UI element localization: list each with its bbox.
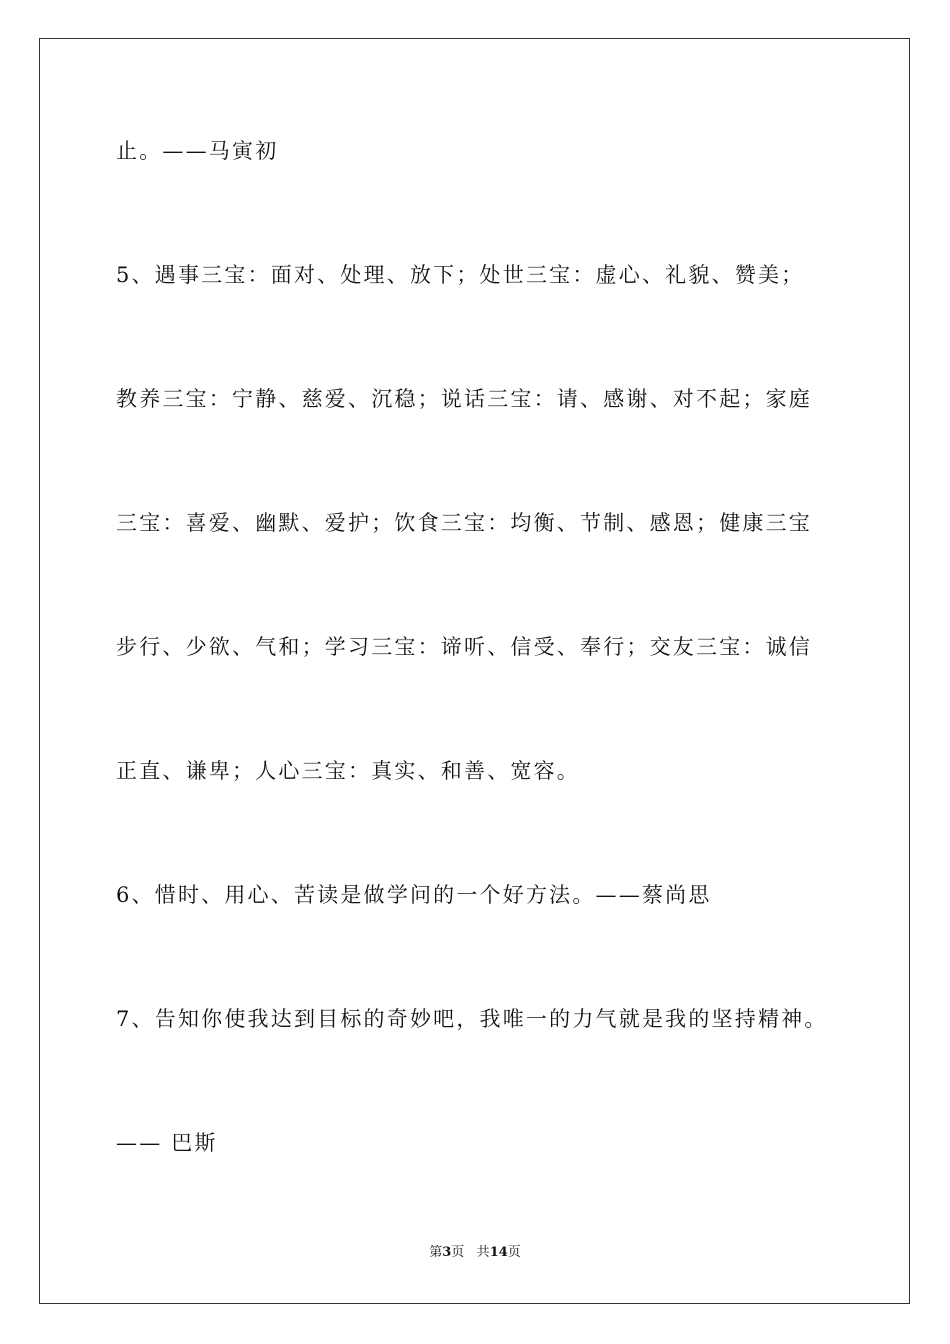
text-line-7: 6、惜时、用心、苦读是做学问的一个好方法。——蔡尚思 — [116, 883, 712, 907]
text-line-8: 7、告知你使我达到目标的奇妙吧，我唯一的力气就是我的坚持精神。 — [116, 1007, 828, 1031]
text-line-4: 三宝：喜爱、幽默、爱护；饮食三宝：均衡、节制、感恩；健康三宝 — [116, 511, 812, 535]
page-footer — [0, 1243, 950, 1263]
text-line-5: 步行、少欲、气和；学习三宝：谛听、信受、奉行；交友三宝：诚信 — [116, 635, 812, 659]
text-line-2: 5、遇事三宝：面对、处理、放下；处世三宝：虚心、礼貌、赞美； — [116, 263, 805, 287]
page-number: 3 — [442, 1245, 452, 1260]
total-pages: 14 — [489, 1245, 508, 1260]
total-suffix: 页 — [507, 1245, 521, 1260]
page-suffix: 页 — [451, 1245, 465, 1260]
page-prefix: 第 — [429, 1245, 443, 1260]
text-line-3: 教养三宝：宁静、慈爱、沉稳；说话三宝：请、感谢、对不起；家庭 — [116, 387, 812, 411]
text-line-1: 止。——马寅初 — [116, 139, 279, 163]
total-prefix: 共 — [476, 1245, 490, 1260]
page-border — [39, 38, 910, 1304]
text-line-9: —— 巴斯 — [116, 1131, 218, 1155]
text-line-6: 正直、谦卑；人心三宝：真实、和善、宽容。 — [116, 759, 580, 783]
